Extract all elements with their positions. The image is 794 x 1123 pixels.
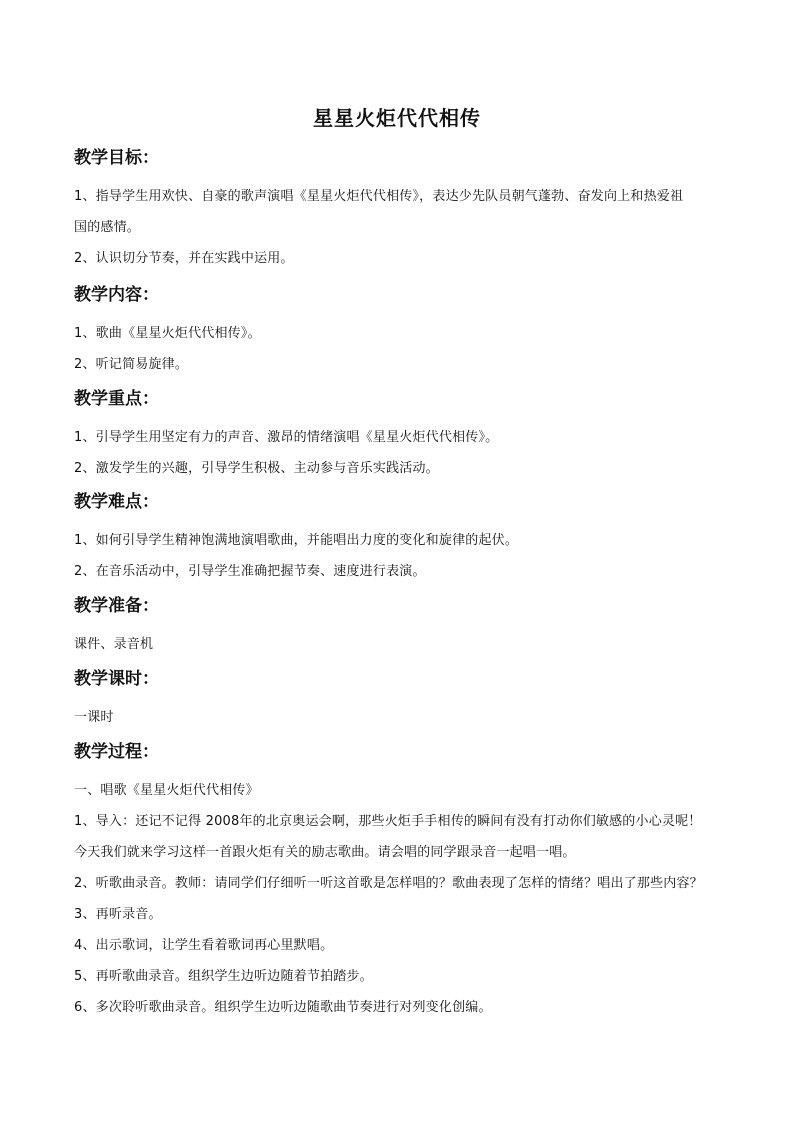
paragraph-line: 5、再听歌曲录音。组织学生边听边随着节拍踏步。 [74,969,373,984]
section-objectives [74,146,734,274]
paragraph-line: 3、再听录音。 [74,907,162,922]
section-class-hours [74,667,734,733]
section-content [74,283,734,380]
section-key-points [74,387,734,484]
paragraph-line: 1、歌曲《星星火炬代代相传》。 [74,326,261,341]
paragraph-line: 课件、录音机 [74,637,154,652]
paragraph-line: 国的感情。 [74,220,141,235]
paragraph-line: 1、导入：还记不记得 2008年的北京奥运会啊，那些火炬手手相传的瞬间有没有打动你们敏感的小心灵呢！ [74,814,702,829]
section-heading: 教学重点： [74,389,159,409]
section-preparation [74,594,734,660]
paragraph-line: 2、听歌曲录音。教师：请同学们仔细听一听这首歌是怎样唱的？歌曲表现了怎样的情绪？唱出了那些内容？ [74,876,703,891]
paragraph-line: 2、听记简易旋律。 [74,357,189,372]
paragraph-line: 1、引导学生用坚定有力的声音、激昂的情绪演唱《星星火炬代代相传》。 [74,430,499,445]
paragraph-line: 6、多次聆听歌曲录音。组织学生边听边随歌曲节奏进行对列变化创编。 [74,1000,492,1015]
paragraph-line: 4、出示歌词，让学生看着歌词再心里默唱。 [74,938,334,953]
section-heading: 教学过程： [74,742,159,762]
paragraph-line: 1、如何引导学生精神饱满地演唱歌曲，并能唱出力度的变化和旋律的起伏。 [74,533,519,548]
section-heading: 教学准备： [74,596,159,616]
document-title: 星星火炬代代相传 [313,106,481,130]
section-process [74,740,734,1023]
section-heading: 教学难点： [74,492,159,512]
paragraph-line: 一、唱歌《星星火炬代代相传》 [74,783,259,798]
section-heading: 教学内容： [74,285,159,305]
paragraph-line: 2、认识切分节奏，并在实践中运用。 [74,251,294,266]
section-difficulties [74,490,734,587]
paragraph-line: 2、在音乐活动中，引导学生准确把握节奏、速度进行表演。 [74,564,426,579]
paragraph-line: 一课时 [74,710,114,725]
paragraph-line: 1、指导学生用欢快、自豪的歌声演唱《星星火炬代代相传》，表达少先队员朝气蓬勃、奋发向上和热爱祖 [74,189,684,204]
section-heading: 教学课时： [74,669,159,689]
section-heading: 教学目标： [74,148,159,168]
paragraph-line: 2、激发学生的兴趣，引导学生积极、主动参与音乐实践活动。 [74,461,439,476]
paragraph-line: 今天我们就来学习这样一首跟火炬有关的励志歌曲。请会唱的同学跟录音一起唱一唱。 [74,845,576,860]
